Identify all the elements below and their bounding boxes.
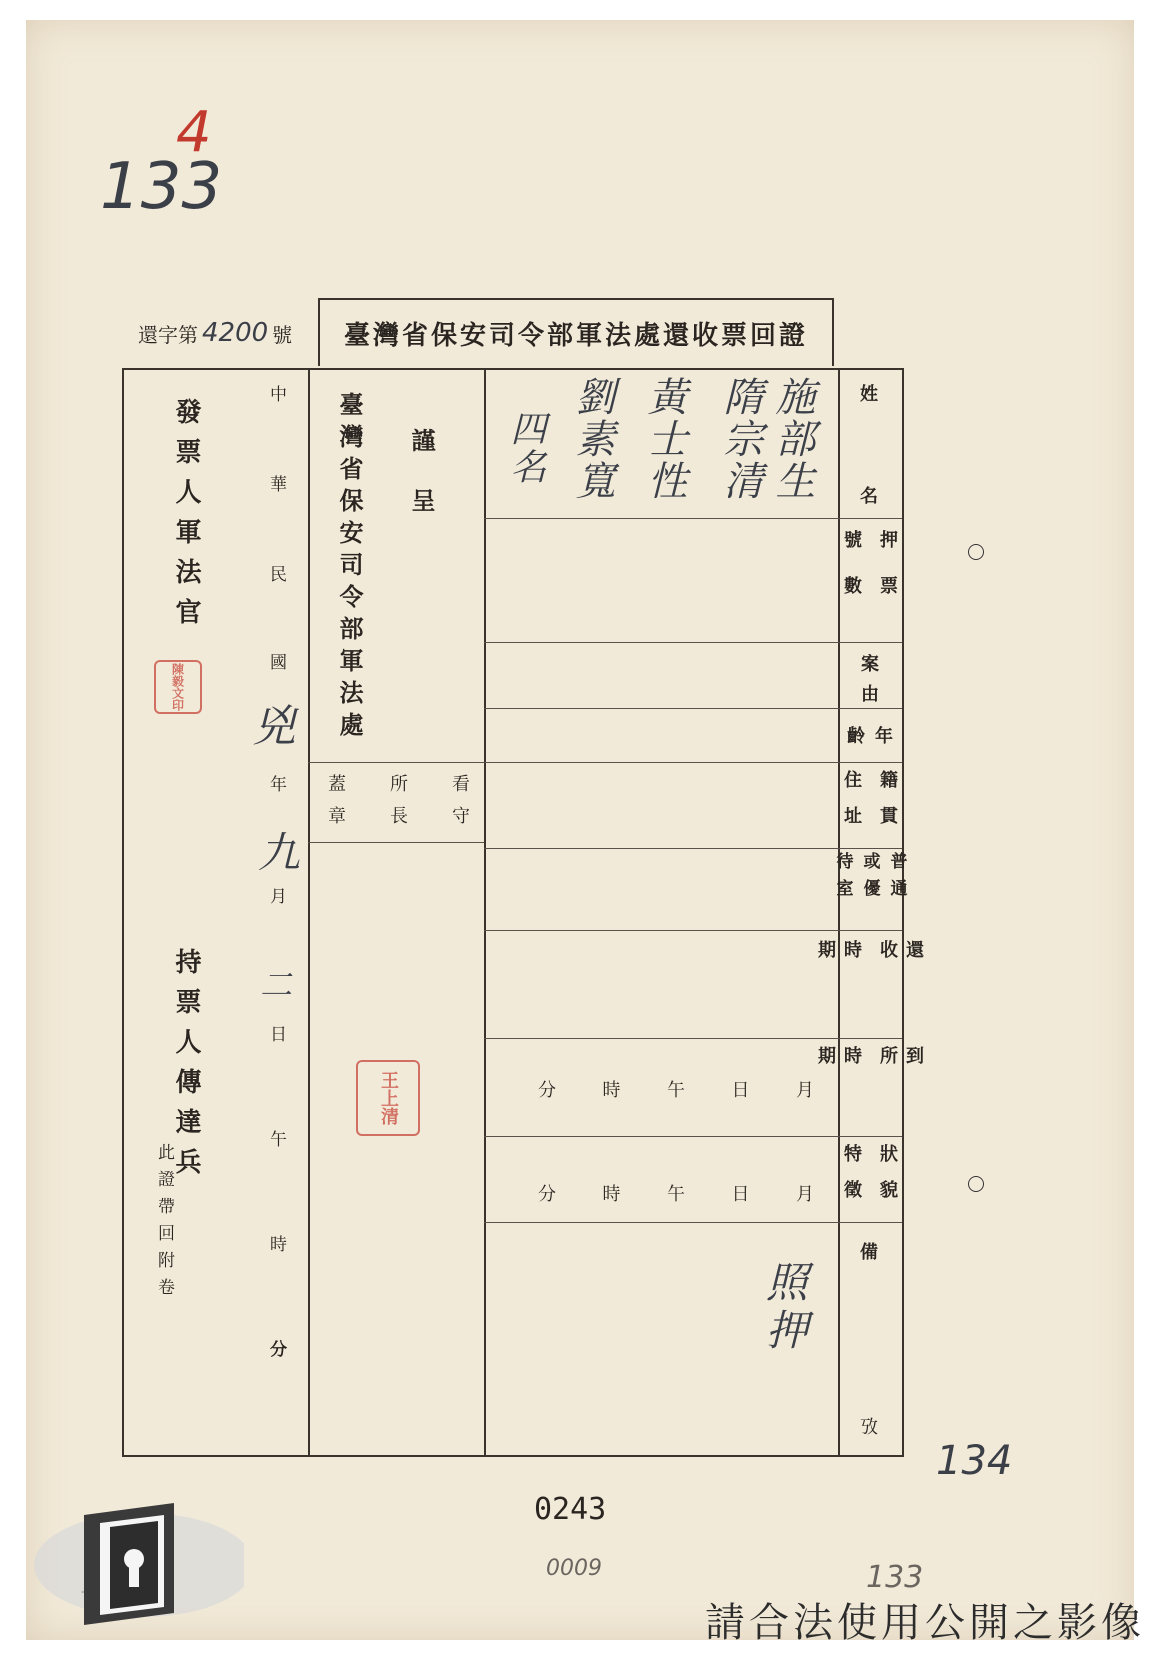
warden-label-gaizhang: 蓋章: [325, 774, 346, 838]
label-address-1: 籍貫: [877, 770, 898, 842]
printed-serial-number: 0243: [534, 1492, 607, 1527]
handwritten-page-number-right: 134: [936, 1438, 1013, 1484]
date-label-day: 日: [270, 1025, 287, 1045]
handwritten-serial-number: 0009: [546, 1556, 602, 1581]
handwritten-remarks: 照押: [760, 1260, 809, 1356]
date-label-month: 月: [270, 887, 287, 907]
date-column: [248, 370, 308, 1455]
column-divider-labels: [124, 370, 840, 1455]
pencil-page-number: 133: [866, 1560, 924, 1595]
arrival-time-minute: 分: [538, 1184, 556, 1205]
row-line-name: [484, 518, 838, 519]
label-name-1: 姓: [860, 384, 878, 405]
label-age: [838, 722, 902, 748]
date-label-min: 民: [270, 565, 287, 585]
label-treatment-1: 普通: [886, 852, 907, 906]
document-number: [138, 318, 292, 348]
return-time-day: 日: [731, 1080, 750, 1101]
label-ticket-count-1: 押票: [877, 530, 898, 622]
handwritten-page-number: 133: [100, 150, 223, 224]
receipt-form: [122, 368, 924, 1457]
label-features: [838, 1144, 900, 1218]
label-address-2: 住址: [841, 770, 862, 842]
label-name: [838, 370, 900, 518]
label-return-time-1: 還收: [877, 940, 924, 998]
label-line-case: [838, 708, 902, 709]
label-line-address: [838, 848, 902, 849]
recipient-name: 臺灣省保安司令部軍法處: [335, 392, 364, 744]
label-features-2: 特徵: [841, 1144, 862, 1216]
label-arrival-time: [815, 1046, 924, 1130]
issuer-label: 發票人軍法官: [171, 398, 201, 638]
label-treatment-2: 或優: [859, 852, 880, 906]
label-arrival-time-1: 到所: [877, 1046, 924, 1100]
warden-divider-top: [308, 762, 484, 763]
usage-banner: 請合法使用公開之影像: [705, 1600, 1145, 1646]
date-label-fen: 分: [270, 1340, 287, 1360]
date-label-hua: 華: [270, 475, 287, 495]
date-day-handwritten: 二: [260, 966, 293, 1004]
return-time-month: 月: [796, 1080, 814, 1101]
arrival-time-hour: 時: [602, 1184, 621, 1205]
arrival-time-row: [538, 1180, 814, 1206]
form-title: [318, 298, 834, 366]
date-month-handwritten: 九: [258, 828, 301, 877]
return-time-hour: 時: [602, 1080, 621, 1101]
return-time-noon: 午: [667, 1080, 685, 1101]
handwritten-name-count: 四名: [505, 410, 546, 486]
arrival-time-noon: 午: [667, 1184, 685, 1205]
label-arrival-time-2: 時期: [815, 1046, 862, 1100]
issuer-seal: 陳毅文印: [154, 660, 202, 714]
label-treatment-3: 待室: [832, 852, 853, 906]
label-address: [838, 770, 900, 842]
return-time-minute: 分: [538, 1080, 556, 1101]
label-line-age: [838, 762, 902, 763]
label-line-return: [838, 1038, 902, 1039]
label-remarks: [838, 1222, 900, 1455]
label-line-ticket: [838, 642, 902, 643]
label-line-arrival: [838, 1136, 902, 1137]
to-label: 謹呈: [407, 428, 436, 548]
label-age-2: 齡: [847, 726, 865, 747]
return-time-row: [538, 1076, 814, 1102]
warden-seal: 王上清: [356, 1060, 420, 1136]
label-return-time-2: 時期: [815, 940, 862, 998]
label-remarks-2: 攷: [860, 1417, 878, 1438]
return-note: 此證帶回附卷: [158, 1143, 175, 1298]
label-return-time: [815, 940, 924, 1032]
warden-divider-bottom: [308, 842, 484, 843]
holder-label: 持票人傳達兵: [171, 948, 201, 1188]
warden-label-kanshou: 看守: [449, 774, 470, 838]
red-pen-mark: 4: [176, 100, 212, 165]
label-age-1: 年: [875, 726, 893, 747]
label-case-1: 案: [861, 654, 879, 675]
date-year-handwritten: 兇: [252, 701, 296, 752]
label-treatment: [832, 852, 907, 906]
label-case-2: 由: [861, 684, 879, 705]
label-ticket-count-2: 號數: [841, 530, 862, 622]
date-label-guo: 國: [270, 653, 287, 673]
label-features-1: 狀貌: [877, 1144, 898, 1216]
handwritten-name-2: 隋宗清: [717, 376, 763, 502]
arrival-time-month: 月: [796, 1184, 814, 1205]
warden-label-suozhang: 所長: [387, 774, 408, 838]
label-ticket-count: [838, 530, 900, 634]
warden-labels: [322, 774, 472, 838]
handwritten-name-3: 黃士性: [641, 376, 687, 502]
date-label-zhong: 中: [270, 385, 287, 405]
date-label-year: 年: [270, 775, 287, 795]
label-case: [838, 650, 902, 710]
label-remarks-1: 備: [860, 1242, 878, 1263]
date-label-wu: 午: [270, 1130, 287, 1150]
punch-hole-top: [968, 544, 984, 560]
punch-hole-bottom: [968, 1176, 984, 1192]
right-label-column: [815, 370, 924, 1455]
handwritten-name-4: 劉素寬: [569, 376, 615, 502]
archive-logo: [14, 1475, 244, 1625]
number-handwritten: 4200: [202, 318, 269, 348]
label-name-2: 名: [860, 486, 878, 507]
label-line-treatment: [838, 930, 902, 931]
handwritten-name-1: 施部生: [769, 376, 815, 502]
form-title-text: 臺灣省保安司令部軍法處還收票回證: [343, 320, 808, 351]
number-suffix: 號: [272, 322, 293, 347]
number-prefix: 還字第: [138, 322, 198, 347]
arrival-time-day: 日: [731, 1184, 750, 1205]
date-label-shi: 時: [270, 1235, 287, 1255]
